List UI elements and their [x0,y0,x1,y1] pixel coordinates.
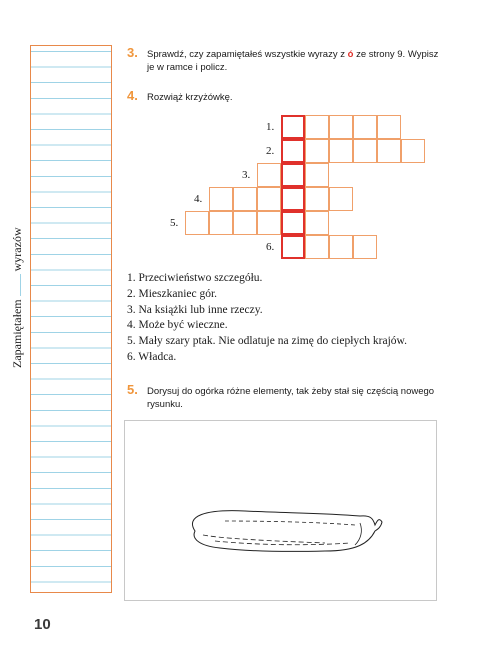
crossword-cell[interactable] [281,139,305,163]
crossword-cell[interactable] [281,163,305,187]
task5-instruction: Dorysuj do ogórka różne elementy, tak żeby stał się częścią nowego rysunku. [147,386,435,410]
crossword-cell[interactable] [281,211,305,235]
clue-item: 6. Władca. [127,350,177,363]
clue-item: 4. Może być wieczne. [127,319,228,332]
crossword-row-label: 6. [266,241,275,253]
clue-item: 2. Mieszkaniec gór. [127,287,218,300]
crossword-cell[interactable] [305,187,329,211]
clue-item: 3. Na książki lub inne rzeczy. [127,303,263,316]
clue-item: 1. Przeciwieństwo szczegółu. [127,272,263,284]
task3-number: 3. [127,45,138,60]
clue-item: 5. Mały szary ptak. Nie odlatuje na zimę do ciepłych krajów. [127,335,407,348]
crossword-cell[interactable] [329,115,353,139]
crossword-cell[interactable] [353,115,377,139]
crossword-cell[interactable] [257,163,281,187]
crossword-cell[interactable] [281,187,305,211]
task3-text-after: ze strony 9. Wypisz je w ramce i policz. [147,49,439,73]
crossword-cell[interactable] [185,211,209,235]
drawing-area[interactable] [124,420,437,601]
task5-number: 5. [127,382,138,397]
crossword-cell[interactable] [377,115,401,139]
crossword-cell[interactable] [329,235,353,259]
crossword-cell[interactable] [233,211,257,235]
crossword-row-label: 5. [170,217,179,229]
crossword-cell[interactable] [209,187,233,211]
word-list-frame[interactable] [30,45,112,593]
side-label [10,227,25,368]
crossword-cell[interactable] [281,235,305,259]
crossword-cell[interactable] [281,115,305,139]
crossword-cell[interactable] [305,235,329,259]
task4-number: 4. [127,88,138,103]
crossword-cell[interactable] [305,211,329,235]
crossword-clues [127,271,407,366]
task3-text-before: Sprawdź, czy zapamiętałeś wszystkie wyrazy z [147,49,348,60]
side-label-left: Zapamiętałem [10,299,24,368]
crossword-row-label: 4. [194,193,203,205]
task3-highlight: ó [347,49,354,60]
crossword-cell[interactable] [209,211,233,235]
crossword-row-label: 1. [266,121,275,133]
crossword-cell[interactable] [353,139,377,163]
crossword-cell[interactable] [305,163,329,187]
count-blank[interactable] [20,274,21,296]
task4-instruction: Rozwiąż krzyżówkę. [147,92,233,103]
crossword-cell[interactable] [401,139,425,163]
crossword-cell[interactable] [233,187,257,211]
crossword-row-label: 3. [242,169,251,181]
crossword-cell[interactable] [329,187,353,211]
crossword-cell[interactable] [377,139,401,163]
page-number: 10 [34,616,51,633]
crossword-cell[interactable] [257,187,281,211]
crossword-cell[interactable] [353,235,377,259]
crossword-row-label: 2. [266,145,275,157]
crossword-cell[interactable] [329,139,353,163]
crossword-cell[interactable] [305,139,329,163]
crossword-cell[interactable] [305,115,329,139]
task3-instruction [147,48,447,74]
crossword-cell[interactable] [257,211,281,235]
side-label-right: wyrazów [10,227,24,272]
cucumber-drawing [125,421,436,600]
